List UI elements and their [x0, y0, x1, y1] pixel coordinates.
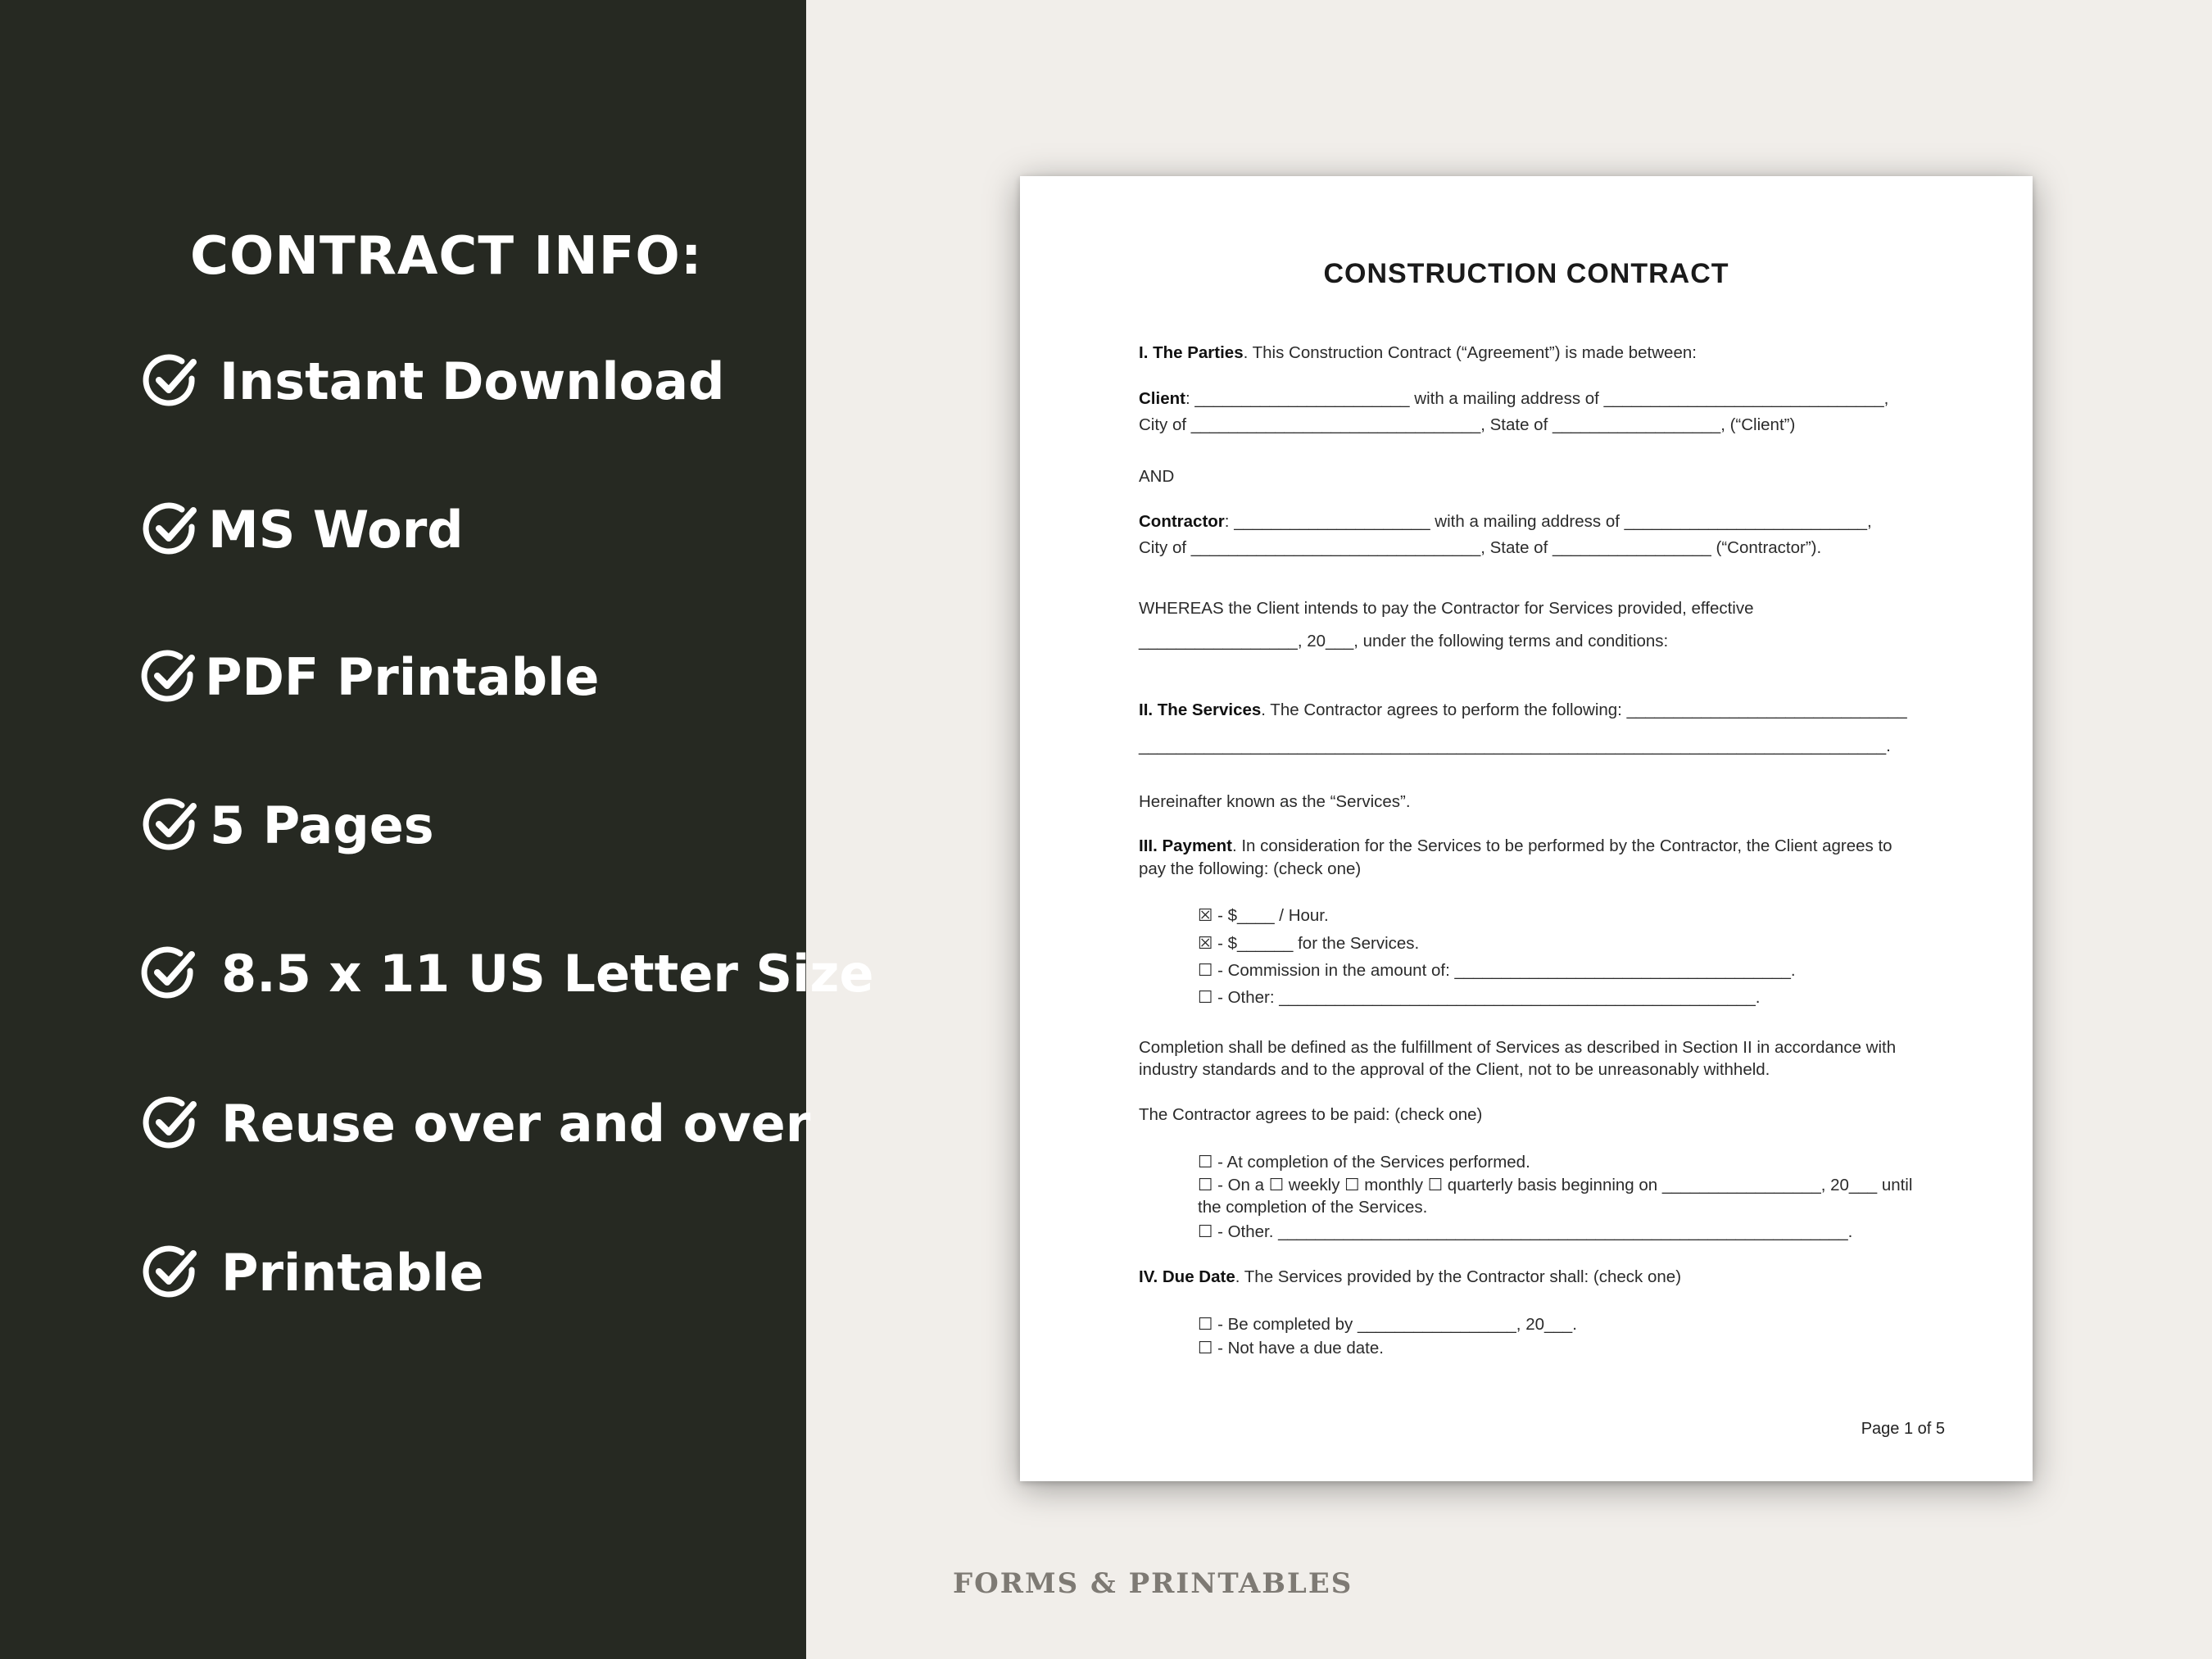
feature-label: Instant Download: [220, 351, 725, 411]
field-blanks: : _______________________ with a mailing address of ______________________________,: [1185, 389, 1889, 408]
feature-item: [141, 795, 434, 855]
section-text: . The Services provided by the Contractor shall: (check one): [1235, 1267, 1682, 1286]
section-payment: [1139, 836, 1892, 856]
page-number: Page 1 of 5: [1861, 1420, 1945, 1438]
document-preview: [1020, 176, 2033, 1481]
check-circle-icon: [141, 351, 202, 411]
field-blanks: : _____________________ with a mailing address of __________________________,: [1224, 512, 1872, 531]
feature-item: [141, 351, 725, 411]
client-line-2: City of _______________________________, State of __________________, (“Client”): [1139, 415, 1796, 434]
section-text: . The Contractor agrees to perform the following: ______________________________: [1261, 700, 1907, 719]
section-heading: I. The Parties: [1139, 343, 1244, 362]
section-heading: III. Payment: [1139, 836, 1232, 855]
feature-item: [139, 646, 599, 707]
section-heading: IV. Due Date: [1139, 1267, 1235, 1286]
check-circle-icon: [141, 499, 202, 560]
payment-text-2: pay the following: (check one): [1139, 859, 1362, 878]
section-text: . In consideration for the Services to be performed by the Contractor, the Client agrees to: [1231, 836, 1892, 855]
section-services: [1139, 700, 1907, 720]
hereinafter-text: Hereinafter known as the “Services”.: [1139, 792, 1411, 811]
completion-text: Completion shall be defined as the fulfillment of Services as described in Section II in accordance with: [1139, 1038, 1897, 1057]
document-title: CONSTRUCTION CONTRACT: [1323, 258, 1729, 289]
paid-option-cont: the completion of the Services.: [1198, 1198, 1428, 1217]
contractor-line-2: City of _______________________________, State of _________________ (“Contractor”).: [1139, 538, 1822, 557]
feature-label: PDF Printable: [205, 646, 600, 707]
feature-label: 5 Pages: [210, 795, 434, 855]
payment-option: ☐ - Other: ___________________________________________________.: [1198, 988, 1761, 1007]
check-circle-icon: [141, 795, 202, 855]
completion-text-2: industry standards and to the approval of the Client, not to be unreasonably withheld.: [1139, 1060, 1770, 1079]
check-circle-icon: [141, 1093, 202, 1154]
field-label: Client: [1139, 389, 1185, 408]
feature-item: [141, 1242, 484, 1303]
paid-option: ☐ - On a ☐ weekly ☐ monthly ☐ quarterly basis beginning on _________________, 20___ until: [1198, 1176, 1913, 1194]
due-option: ☐ - Be completed by _________________, 20___.: [1198, 1315, 1577, 1334]
services-blank: ________________________________________________________________________________.: [1139, 737, 1891, 755]
paid-intro: The Contractor agrees to be paid: (check one): [1139, 1105, 1483, 1124]
whereas-text-2: _________________, 20___, under the following terms and conditions:: [1139, 632, 1669, 650]
section-text: . This Construction Contract (“Agreement”) is made between:: [1243, 343, 1697, 362]
field-label: Contractor: [1139, 512, 1225, 531]
section-due-date: [1139, 1267, 1681, 1287]
feature-label: MS Word: [208, 499, 464, 560]
client-line: [1139, 389, 1888, 409]
payment-option: ☒ - $______ for the Services.: [1198, 934, 1420, 953]
contractor-line: [1139, 512, 1872, 532]
section-parties: [1139, 343, 1697, 363]
brand-footer: FORMS & PRINTABLES: [953, 1567, 1353, 1600]
payment-option: ☒ - $____ / Hour.: [1198, 906, 1329, 925]
feature-item: [139, 943, 874, 1004]
check-circle-icon: [139, 646, 200, 707]
section-heading: II. The Services: [1139, 700, 1262, 719]
sidebar-panel: [0, 0, 874, 1659]
panel-title: CONTRACT INFO:: [190, 226, 703, 287]
feature-label: Printable: [221, 1242, 484, 1303]
and-text: AND: [1139, 467, 1175, 486]
check-circle-icon: [141, 1242, 202, 1303]
feature-label: Reuse over and over: [221, 1093, 811, 1154]
check-circle-icon: [139, 943, 200, 1004]
whereas-text: WHEREAS the Client intends to pay the Contractor for Services provided, effective: [1139, 599, 1754, 618]
feature-item: [141, 499, 464, 560]
paid-option: ☐ - Other. _____________________________________________________________.: [1198, 1222, 1853, 1241]
paid-option: ☐ - At completion of the Services performed.: [1198, 1153, 1530, 1172]
feature-item: [141, 1093, 810, 1154]
payment-option: ☐ - Commission in the amount of: ____________________________________.: [1198, 961, 1796, 980]
due-option: ☐ - Not have a due date.: [1198, 1339, 1384, 1358]
feature-label: 8.5 x 11 US Letter Size: [221, 943, 874, 1004]
